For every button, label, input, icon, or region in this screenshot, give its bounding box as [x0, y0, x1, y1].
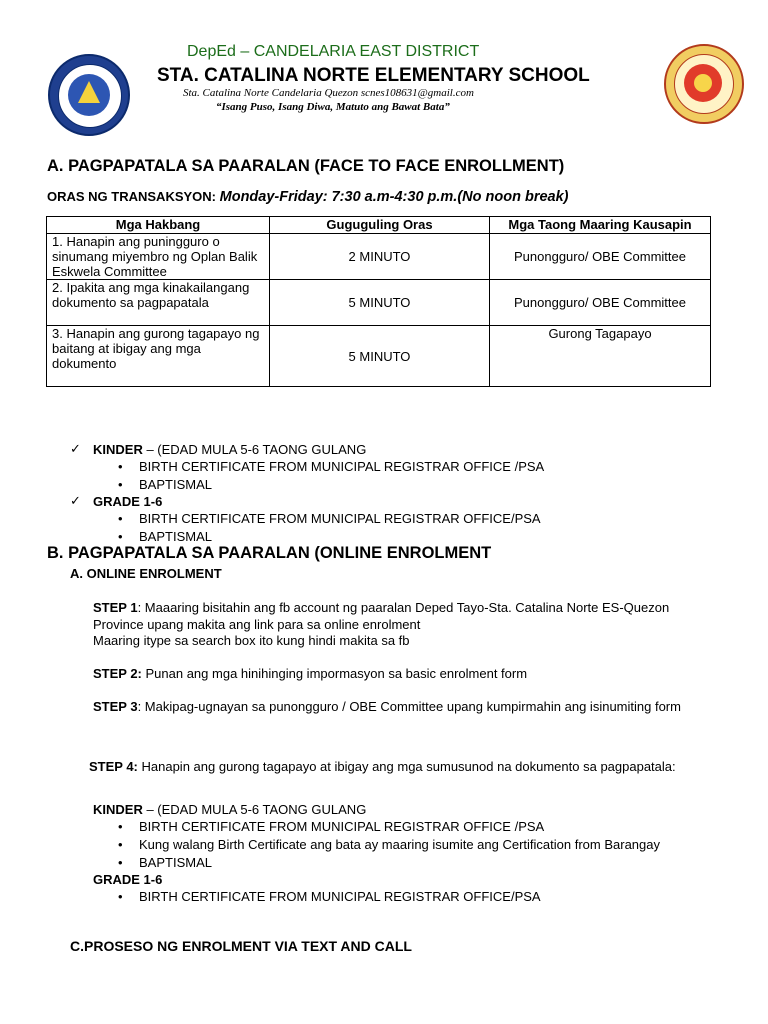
table-row [47, 326, 711, 387]
list-item: • BIRTH CERTIFICATE FROM MUNICIPAL REGISTRAR OFFICE/PSA [118, 889, 541, 904]
step-2 [93, 666, 713, 683]
table-cell: Punongguro/ OBE Committee [490, 234, 711, 280]
table-cell: 2 MINUTO [270, 234, 490, 280]
kinder-note: – (EDAD MULA 5-6 TAONG GULANG [142, 802, 367, 817]
district-name: DepEd – CANDELARIA EAST DISTRICT [187, 43, 480, 60]
table-cell: 5 MINUTO [270, 326, 490, 387]
kinder-label: KINDER [93, 802, 143, 817]
step-3 [93, 699, 713, 716]
bullet-icon: • [118, 511, 123, 526]
bullet-icon: • [118, 819, 123, 834]
online-enrolment-subtitle: A. ONLINE ENROLMENT [70, 566, 222, 581]
list-item: • BIRTH CERTIFICATE FROM MUNICIPAL REGISTRAR OFFICE /PSA [118, 459, 545, 474]
kinder-label: KINDER [93, 442, 143, 457]
grade-label: GRADE 1-6 [93, 872, 163, 887]
school-seal-logo [664, 44, 744, 124]
step-3-label: STEP 3 [93, 699, 138, 714]
list-item: • BAPTISMAL [118, 477, 212, 492]
school-name: STA. CATALINA NORTE ELEMENTARY SCHOOL [157, 65, 590, 86]
table-header: Mga Hakbang [47, 217, 270, 234]
grade-label: GRADE 1-6 [93, 494, 163, 509]
step-2-label: STEP 2: [93, 666, 142, 681]
step-1-text-2: Maaring itype sa search box ito kung hindi makita sa fb [93, 633, 410, 648]
school-address: Sta. Catalina Norte Candelaria Quezon scnes108631@gmail.com [183, 87, 474, 99]
bullet-icon: • [118, 855, 123, 870]
enrollment-steps-table [46, 216, 711, 387]
table-cell: 2. Ipakita ang mga kinakailangang dokumento sa pagpapatala [47, 280, 270, 326]
section-b-title: B. PAGPAPATALA SA PAARALAN (ONLINE ENROLMENT [47, 544, 492, 562]
check-icon: ✓ [70, 441, 81, 456]
list-item: • BAPTISMAL [118, 855, 212, 870]
transaction-hours [47, 189, 569, 205]
table-cell: 5 MINUTO [270, 280, 490, 326]
grade-requirement [93, 493, 162, 510]
bullet-icon: • [118, 889, 123, 904]
table-header: Mga Taong Maaring Kausapin [490, 217, 711, 234]
table-cell: Gurong Tagapayo [490, 326, 711, 387]
step-1 [93, 600, 693, 650]
step-2-text: Punan ang mga hinihinging impormasyon sa basic enrolment form [141, 666, 528, 681]
bullet-icon: • [118, 459, 123, 474]
kinder-note: – (EDAD MULA 5-6 TAONG GULANG [142, 442, 367, 457]
oras-value: Monday-Friday: 7:30 a.m-4:30 p.m.(No noon break) [219, 189, 569, 205]
section-a-title: A. PAGPAPATALA SA PAARALAN (FACE TO FACE ENROLLMENT) [47, 157, 565, 175]
table-header: Guguguling Oras [270, 217, 490, 234]
table-cell: 3. Hanapin ang gurong tagapayo ng baitang at ibigay ang mga dokumento [47, 326, 270, 387]
deped-seal-logo [48, 54, 130, 136]
section-c-title: C.PROSESO NG ENROLMENT VIA TEXT AND CALL [70, 938, 412, 954]
step-1-text: : Maaaring bisitahin ang fb account ng paaralan Deped Tayo-Sta. Catalina Norte ES-Quezon Province upang makita ang link para sa online enrolment [93, 600, 670, 632]
bullet-icon: • [118, 529, 123, 544]
step-3-text: : Makipag-ugnayan sa punongguro / OBE Committee upang kumpirmahin ang isinumiting form [137, 699, 681, 714]
list-item: • BAPTISMAL [118, 529, 212, 544]
list-item: • BIRTH CERTIFICATE FROM MUNICIPAL REGISTRAR OFFICE/PSA [118, 511, 541, 526]
bullet-icon: • [118, 477, 123, 492]
online-grade-requirement [93, 871, 162, 888]
school-motto: “Isang Puso, Isang Diwa, Matuto ang Bawat Bata” [216, 101, 450, 113]
table-row [47, 280, 711, 326]
online-kinder-requirement [93, 801, 366, 818]
bullet-icon: • [118, 837, 123, 852]
kinder-requirement [93, 441, 366, 458]
list-item: • BIRTH CERTIFICATE FROM MUNICIPAL REGISTRAR OFFICE /PSA [118, 819, 545, 834]
oras-label: ORAS NG TRANSAKSYON: [47, 189, 217, 204]
table-row [47, 234, 711, 280]
table-header-row [47, 217, 711, 234]
step-4-label: STEP 4: [89, 759, 138, 774]
step-1-label: STEP 1 [93, 600, 138, 615]
table-cell: 1. Hanapin ang puningguro o sinumang miyembro ng Oplan Balik Eskwela Committee [47, 234, 270, 280]
check-icon: ✓ [70, 493, 81, 508]
step-4 [89, 759, 679, 776]
table-cell: Punongguro/ OBE Committee [490, 280, 711, 326]
step-4-text: Hanapin ang gurong tagapayo at ibigay ang mga sumusunod na dokumento sa pagpapatala: [137, 759, 676, 774]
list-item: • Kung walang Birth Certificate ang bata ay maaring isumite ang Certification from Barangay [118, 837, 660, 852]
